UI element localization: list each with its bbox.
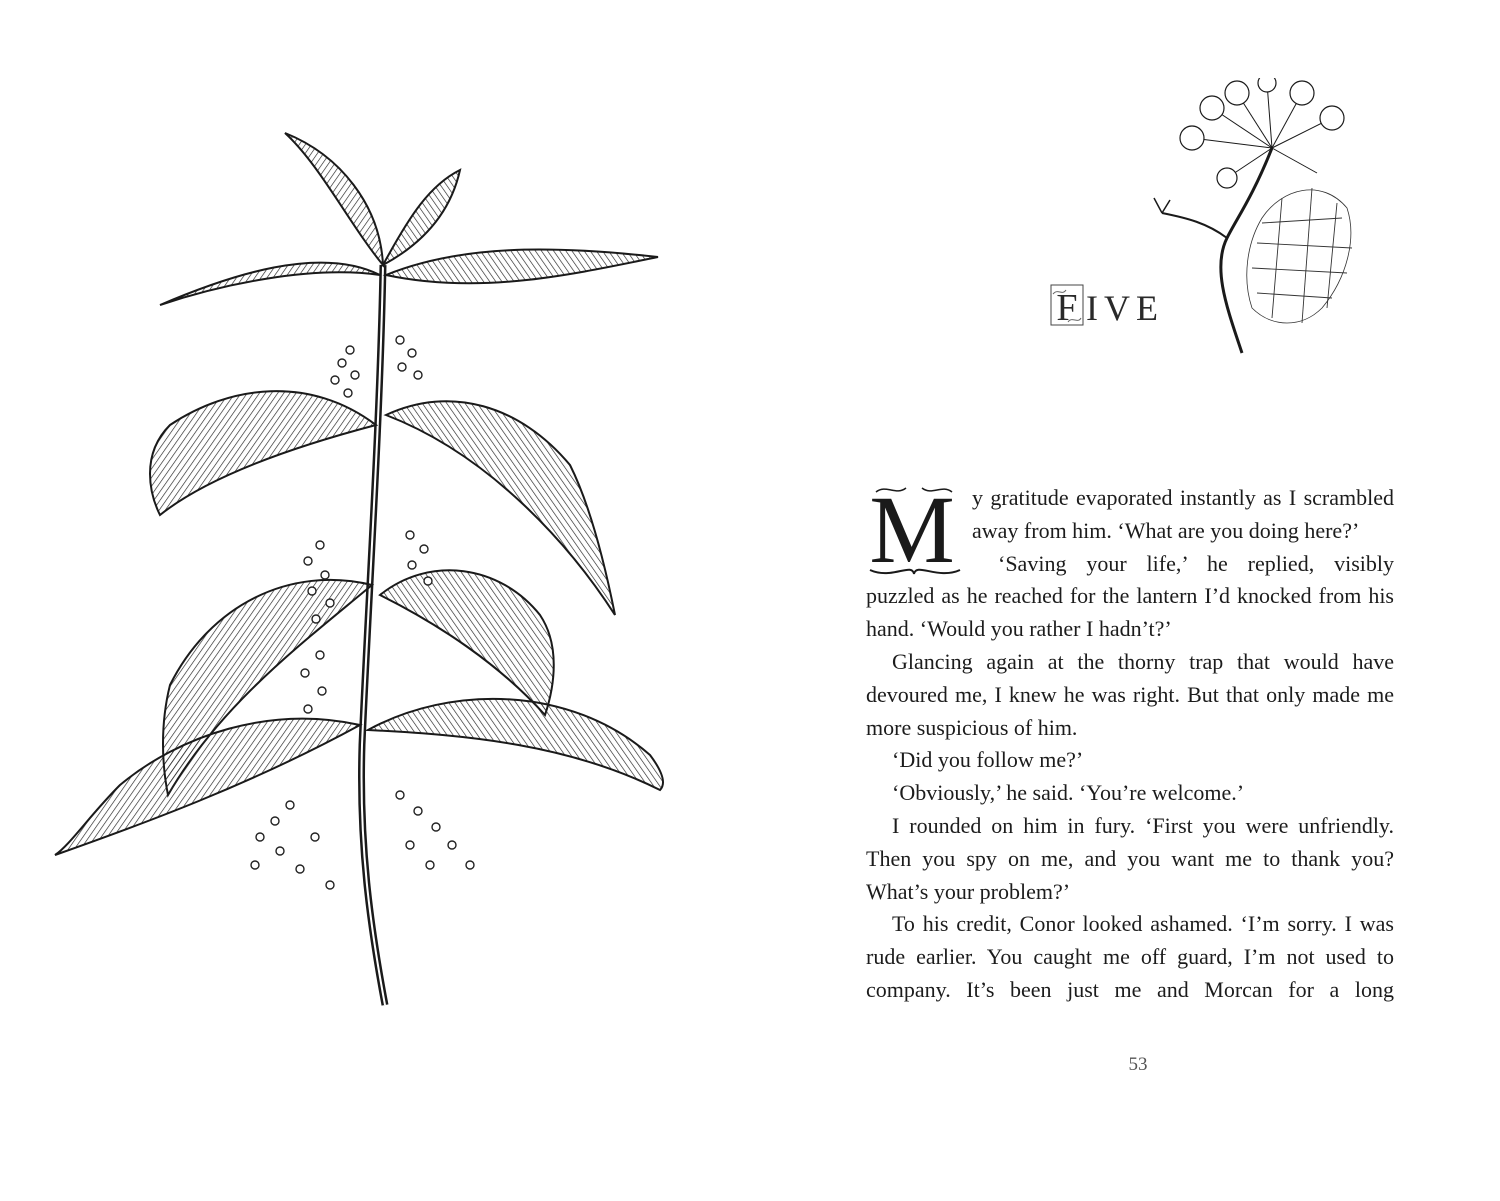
chapter-heading: [1050, 282, 1164, 328]
dropcap-m: [862, 482, 966, 580]
paragraph-3: Glancing again at the thorny trap that would have devoured me, I knew he was right. But that only made me more suspicious of him.: [866, 648, 1394, 740]
right-page: [750, 0, 1500, 1201]
paragraph-2: ‘Saving your life,’ he replied, visibly puzzled as he reached for the lantern I’d knocked from his hand. ‘Would you rather I hadn’t?’: [866, 550, 1394, 642]
decorated-initial-f: [1050, 282, 1084, 328]
page-number: 53: [1128, 1054, 1148, 1075]
paragraph-7: To his credit, Conor looked ashamed. ‘I’m sorry. I was rude earlier. You caught me off guard, I’m not used to company. It’s been just me and Morcan for a long: [866, 911, 1394, 1002]
chapter-body: [866, 482, 1394, 1007]
nettle-illustration: [50, 125, 675, 1015]
umbel-flower-illustration: [1152, 78, 1362, 358]
svg-text:M: M: [869, 482, 955, 580]
paragraph-6: I rounded on him in fury. ‘First you were unfriendly. Then you spy on me, and you want me to thank you? What’s your problem?’: [866, 812, 1394, 904]
svg-text:F: F: [1056, 287, 1078, 328]
paragraph-1: y gratitude evaporated instantly as I scrambled away from him. ‘What are you doing here?’: [972, 485, 1394, 543]
paragraph-5: ‘Obviously,’ he said. ‘You’re welcome.’: [892, 780, 1245, 806]
paragraph-4: ‘Did you follow me?’: [892, 747, 1084, 773]
chapter-title: IVE: [1086, 288, 1164, 328]
